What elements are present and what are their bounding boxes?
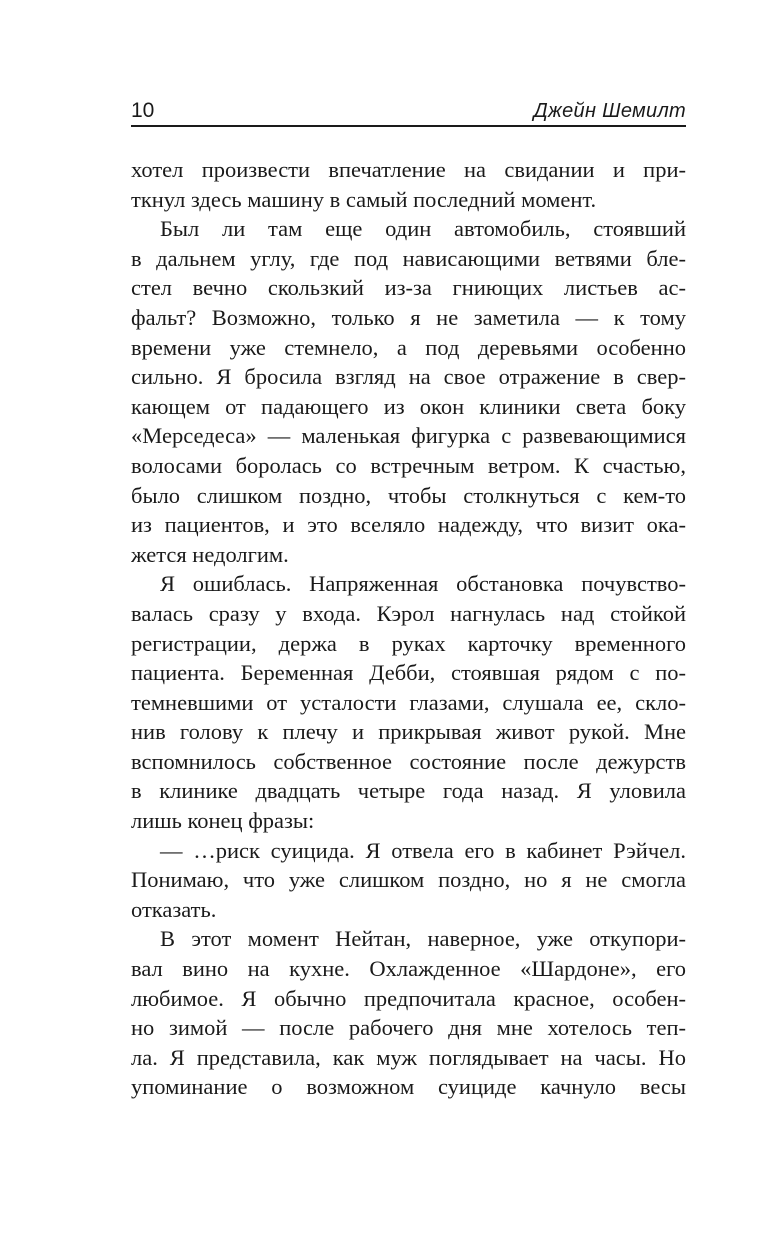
page-header [131,96,686,126]
text-line: Был ли там еще один автомобиль, стоявший [160,216,686,242]
page-number: 10 [131,99,155,122]
text-line: регистрации, держа в руках карточку временного [131,630,686,656]
text-line: волосами боролась со встречным ветром. К счастью, [131,452,686,478]
text-line: «Мерседеса» — маленькая фигурка с развевающимися [131,423,686,449]
text-line: жется недолгим. [131,541,289,567]
body-text [131,155,686,1102]
header-rule [131,125,686,127]
text-line: отказать. [131,896,217,922]
text-line: было слишком поздно, чтобы столкнуться с кем-то [131,482,686,508]
text-line: валась сразу у входа. Кэрол нагнулась над стойкой [131,600,686,626]
text-line: хотел произвести впечатление на свидании и при- [131,157,686,182]
text-line: любимое. Я обычно предпочитала красное, особен- [131,985,686,1011]
text-line: пациента. Беременная Дебби, стоявшая рядом с по- [131,660,686,686]
text-line: — …риск суицида. Я отвела его в кабинет Рэйчел. [160,837,686,863]
text-line: В этот момент Нейтан, наверное, уже откупори- [160,926,686,952]
text-line: темневшими от усталости глазами, слушала ее, скло- [131,689,686,715]
text-line: в клинике двадцать четыре года назад. Я уловила [131,778,686,804]
text-line: кающем от падающего из окон клиники света боку [131,393,686,419]
text-line: нив голову к плечу и прикрывая живот рукой. Мне [131,719,686,745]
text-line: Понимаю, что уже слишком поздно, но я не смогла [131,867,686,893]
text-line: фальт? Возможно, только я не заметила — к тому [131,304,686,330]
text-line: но зимой — после рабочего дня мне хотелось теп- [131,1015,686,1041]
text-line: ла. Я представила, как муж поглядывает на часы. Но [131,1044,686,1070]
text-line: времени уже стемнело, а под деревьями особенно [131,334,686,360]
text-line: в дальнем углу, где под нависающими ветвями бле- [131,245,686,271]
text-line: упоминание о возможном суициде качнуло весы [131,1074,686,1100]
text-line: стел вечно скользкий из-за гниющих листьев ас- [131,275,686,301]
running-head-author: Джейн Шемилт [533,100,686,122]
text-line: Я ошиблась. Напряженная обстановка почувство- [160,571,686,597]
text-line: из пациентов, и это вселяло надежду, что визит ока- [131,512,686,538]
text-line: ткнул здесь машину в самый последний момент. [131,186,597,212]
text-line: вал вино на кухне. Охлажденное «Шардоне», его [131,956,686,982]
text-line: вспомнилось собственное состояние после дежурств [131,748,686,774]
text-line: лишь конец фразы: [131,808,315,834]
text-line: сильно. Я бросила взгляд на свое отражение в свер- [131,364,686,390]
